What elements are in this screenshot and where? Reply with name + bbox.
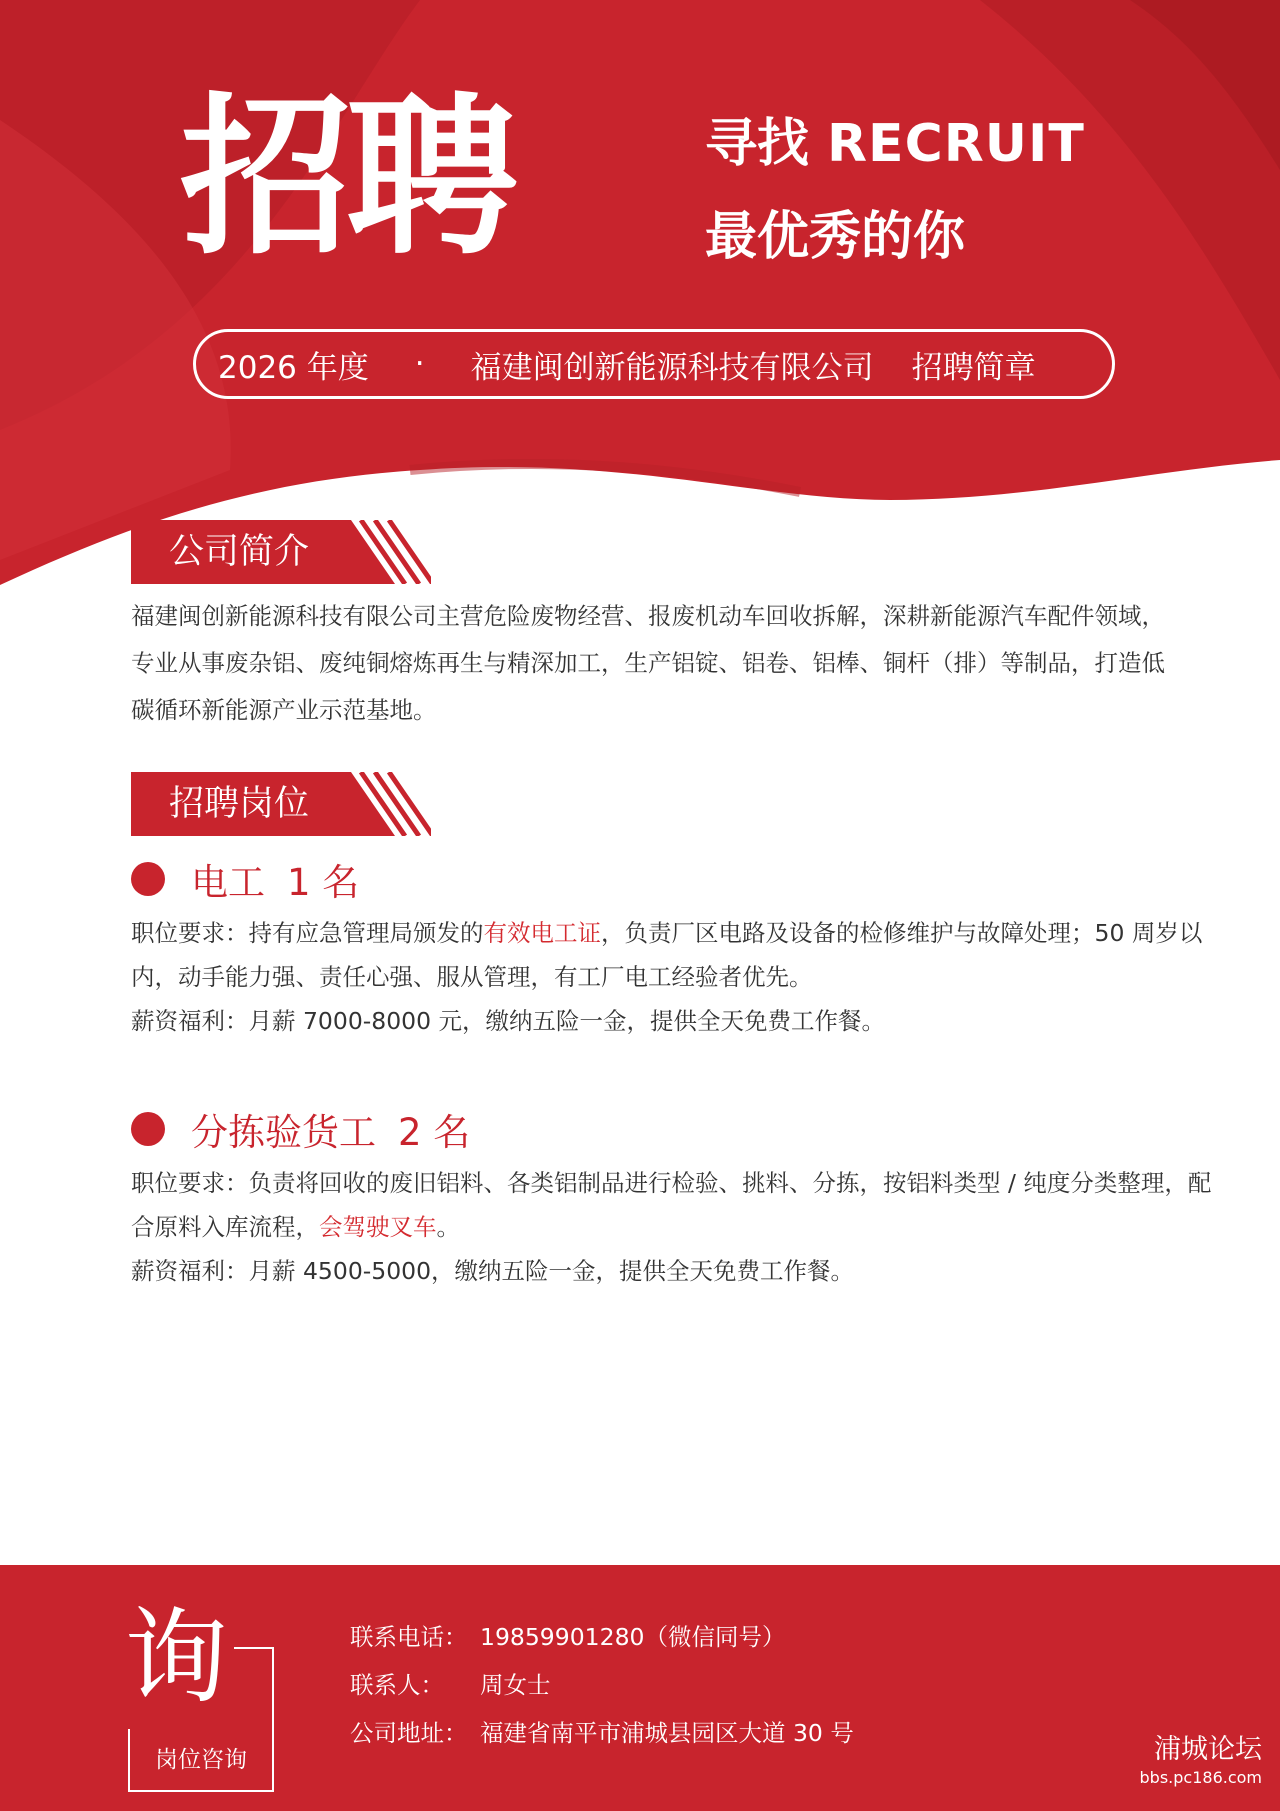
job-salary: 薪资福利：月薪 7000-8000 元，缴纳五险一金，提供全天免费工作餐。 <box>131 1007 886 1035</box>
job-req-text: 职位要求：持有应急管理局颁发的 <box>131 919 484 947</box>
bullet-icon <box>131 862 165 896</box>
job-requirements <box>131 1161 1221 1249</box>
job-count: 1 名 <box>287 861 360 904</box>
hero-slogan-en: RECRUIT <box>827 114 1085 174</box>
job-title: 电工 <box>191 861 265 904</box>
job-count: 2 名 <box>398 1111 471 1154</box>
banner-suffix: 招聘简章 <box>911 349 1036 386</box>
banner-dot: · <box>414 346 425 382</box>
job-details-electrician <box>131 911 1221 1043</box>
job-req-highlight: 会驾驶叉车 <box>319 1213 437 1241</box>
banner-company: 福建闽创新能源科技有限公司 <box>470 349 874 386</box>
job-req-text: 职位要求：负责将回收的废旧铝料、各类铝制品进行检验、挑料、分拣，按铝料类型 / 纯度分类整理，配合原料入库流程， <box>131 1169 1212 1241</box>
job-req-text: 。 <box>436 1213 460 1241</box>
job-req-text: ，负责厂区电路及设备的检修维护与故障处理；50 周岁以内，动手能力强、责任心强、服从管理，有工厂电工经验者优先。 <box>131 919 1203 991</box>
section-title-company <box>131 520 421 584</box>
job-salary: 薪资福利：月薪 4500-5000，缴纳五险一金，提供全天免费工作餐。 <box>131 1257 855 1285</box>
contact-address <box>350 1709 854 1757</box>
footer-contact <box>0 1565 1280 1811</box>
consult-char: 询 <box>124 1596 229 1718</box>
section-title-jobs <box>131 772 421 836</box>
frame-line <box>128 1790 274 1792</box>
hero-slogan-cn: 寻找 <box>705 114 810 174</box>
job-heading-sorter <box>131 1104 470 1154</box>
job-heading-electrician <box>131 854 359 904</box>
site-watermark <box>1140 1733 1262 1789</box>
contact-person-value: 周女士 <box>480 1671 551 1699</box>
company-intro-text: 福建闽创新能源科技有限公司主营危险废物经营、报废机动车回收拆解，深耕新能源汽车配件领域，专业从事废杂铝、废纯铜熔炼再生与精深加工，生产铝锭、铝卷、铝棒、铜杆（排）等制品，打造低碳循环新能源产业示范基地。 <box>131 602 1165 724</box>
banner-pill <box>193 329 1115 399</box>
contact-phone-label: 联系电话： <box>350 1623 468 1651</box>
consult-label: 岗位咨询 <box>155 1747 247 1773</box>
consult-badge <box>124 1596 272 1773</box>
section-title-label: 招聘岗位 <box>169 784 310 824</box>
section-title-label: 公司简介 <box>169 532 310 572</box>
contact-phone <box>350 1613 854 1661</box>
job-details-sorter <box>131 1161 1221 1293</box>
job-req-highlight: 有效电工证 <box>483 919 601 947</box>
frame-line <box>234 1647 274 1649</box>
hero-slogan-line1 <box>705 112 1085 176</box>
banner-year: 2026 年度 <box>218 349 369 386</box>
job-requirements <box>131 911 1221 999</box>
bullet-icon <box>131 1112 165 1146</box>
contact-phone-value: 19859901280（微信同号） <box>480 1623 786 1651</box>
contact-person-label: 联系人： <box>350 1671 444 1699</box>
contact-info <box>350 1613 854 1757</box>
watermark-site-url: bbs.pc186.com <box>1139 1768 1262 1787</box>
hero-slogan-line2: 最优秀的你 <box>705 207 966 267</box>
contact-person <box>350 1661 854 1709</box>
contact-address-label: 公司地址： <box>350 1719 468 1747</box>
contact-address-value: 福建省南平市浦城县园区大道 30 号 <box>480 1719 854 1747</box>
hero-title: 招聘 <box>180 77 512 278</box>
job-title: 分拣验货工 <box>191 1111 376 1154</box>
watermark-site-name: 浦城论坛 <box>1154 1734 1262 1765</box>
